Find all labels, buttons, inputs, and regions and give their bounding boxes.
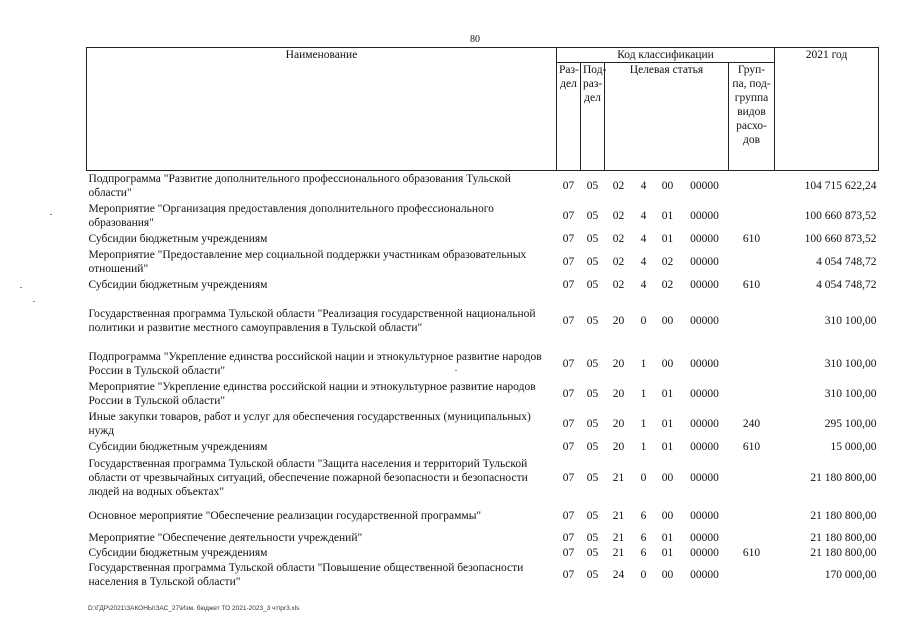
table-row xyxy=(87,455,879,501)
row-amount: 104 715 622,24 xyxy=(804,179,877,192)
row-code-rz: 07 xyxy=(562,232,575,245)
row-code-cs2: 4 xyxy=(640,179,647,192)
row-code-cs2: 4 xyxy=(640,209,647,222)
row-code-cs3: 01 xyxy=(661,209,674,222)
row-code-cs2: 1 xyxy=(640,440,647,453)
row-code-cs4: 00000 xyxy=(690,255,719,268)
row-code-cs2: 1 xyxy=(640,387,647,400)
row-code-cs4: 00000 xyxy=(690,387,719,400)
row-code-cs2: 4 xyxy=(640,255,647,268)
row-code-cs1: 21 xyxy=(612,471,625,484)
table-row xyxy=(87,531,879,545)
row-code-pr: 05 xyxy=(586,440,599,453)
row-code-vr xyxy=(729,299,775,343)
row-code-cs4: 00000 xyxy=(690,531,719,544)
row-code-vr xyxy=(729,501,775,531)
row-name: Иные закупки товаров, работ и услуг для обеспечения государственных (муниципальных) нужд xyxy=(88,410,531,437)
scan-speck xyxy=(455,370,457,371)
row-code-vr xyxy=(729,247,775,277)
row-name: Мероприятие "Предоставление мер социальной поддержки участникам образовательных отношений" xyxy=(88,248,527,275)
row-code-rz: 07 xyxy=(562,179,575,192)
row-code-cs2: 6 xyxy=(640,509,647,522)
row-code-cs3: 01 xyxy=(661,417,674,430)
scan-speck xyxy=(33,301,35,302)
scan-speck xyxy=(50,214,52,215)
row-amount: 100 660 873,52 xyxy=(804,232,877,245)
row-code-cs1: 21 xyxy=(612,509,625,522)
row-code-vr xyxy=(729,349,775,379)
row-amount: 4 054 748,72 xyxy=(816,278,877,291)
row-code-cs1: 02 xyxy=(612,209,625,222)
row-name: Подпрограмма "Укрепление единства российской нации и этнокультурное развитие народов России в Тульской области" xyxy=(88,350,542,377)
row-code-cs4: 00000 xyxy=(690,314,719,327)
row-amount: 21 180 800,00 xyxy=(810,509,877,522)
row-code-cs4: 00000 xyxy=(690,440,719,453)
row-code-cs4: 00000 xyxy=(690,471,719,484)
row-code-cs2: 0 xyxy=(640,568,647,581)
row-code-rz: 07 xyxy=(562,255,575,268)
row-code-vr xyxy=(729,171,775,201)
table-row xyxy=(87,439,879,455)
row-code-cs1: 20 xyxy=(612,314,625,327)
row-code-pr: 05 xyxy=(586,314,599,327)
row-code-rz: 07 xyxy=(562,278,575,291)
row-code-pr: 05 xyxy=(586,417,599,430)
scan-speck xyxy=(20,287,22,288)
table-row xyxy=(87,201,879,231)
row-amount: 310 100,00 xyxy=(824,387,877,400)
row-code-rz: 07 xyxy=(562,440,575,453)
row-code-cs4: 00000 xyxy=(690,417,719,430)
row-name: Субсидии бюджетным учреждениям xyxy=(88,278,268,291)
row-code-vr xyxy=(729,531,775,545)
header-target-article: Целевая статья xyxy=(605,63,729,171)
row-code-cs1: 21 xyxy=(612,546,625,559)
row-code-rz: 07 xyxy=(562,471,575,484)
row-name: Подпрограмма "Развитие дополнительного профессионального образования Тульской области" xyxy=(88,172,511,199)
row-amount: 21 180 800,00 xyxy=(810,471,877,484)
row-name: Государственная программа Тульской области "Реализация государственной национальной политики и развитие местного самоуправления в Тульской области" xyxy=(88,307,536,334)
row-code-pr: 05 xyxy=(586,357,599,370)
header-code-group: Код классификации xyxy=(557,48,775,63)
row-name: Субсидии бюджетным учреждениям xyxy=(88,232,268,245)
table-row xyxy=(87,501,879,531)
row-code-vr: 610 xyxy=(742,232,761,245)
row-code-cs4: 00000 xyxy=(690,278,719,291)
row-code-rz: 07 xyxy=(562,509,575,522)
row-code-rz: 07 xyxy=(562,568,575,581)
table-row xyxy=(87,171,879,201)
row-code-rz: 07 xyxy=(562,387,575,400)
row-code-cs3: 00 xyxy=(661,568,674,581)
row-amount: 310 100,00 xyxy=(824,357,877,370)
row-name: Государственная программа Тульской области "Защита населения и территорий Тульской области от чрезвычайных ситуаций, обеспечение пожарной безопасности и безопасности людей на водных объектах" xyxy=(88,457,528,498)
row-code-cs4: 00000 xyxy=(690,232,719,245)
row-code-cs2: 1 xyxy=(640,417,647,430)
row-name: Государственная программа Тульской области "Повышение общественной безопасности населения в Тульской области" xyxy=(88,561,524,588)
header-subsection: Под- раз- дел xyxy=(581,63,605,171)
row-code-rz: 07 xyxy=(562,417,575,430)
row-code-pr: 05 xyxy=(586,209,599,222)
table-row xyxy=(87,379,879,409)
row-name: Мероприятие "Организация предоставления дополнительного профессионального образования" xyxy=(88,202,494,229)
header-row-top xyxy=(87,48,879,63)
row-code-vr xyxy=(729,561,775,589)
row-code-vr: 240 xyxy=(742,417,761,430)
table-row xyxy=(87,247,879,277)
table-row xyxy=(87,409,879,439)
row-code-cs1: 24 xyxy=(612,568,625,581)
row-code-vr: 610 xyxy=(742,440,761,453)
row-code-cs4: 00000 xyxy=(690,209,719,222)
row-code-cs3: 02 xyxy=(661,278,674,291)
row-code-cs1: 20 xyxy=(612,417,625,430)
row-code-vr xyxy=(729,379,775,409)
row-name: Субсидии бюджетным учреждениям xyxy=(88,440,268,453)
row-code-cs1: 20 xyxy=(612,440,625,453)
row-code-cs4: 00000 xyxy=(690,546,719,559)
row-code-cs1: 02 xyxy=(612,179,625,192)
row-code-pr: 05 xyxy=(586,278,599,291)
row-code-cs2: 4 xyxy=(640,232,647,245)
row-code-cs3: 00 xyxy=(661,357,674,370)
row-code-cs3: 01 xyxy=(661,232,674,245)
row-code-rz: 07 xyxy=(562,357,575,370)
file-path-footer: D:\ГДР\2021\ЗАКОНЫ\ЗАС_27\Изм. бюджет ТО 2021-2023_3 чт\pr3.xls xyxy=(88,605,300,612)
header-name: Наименование xyxy=(87,48,557,171)
row-code-cs2: 6 xyxy=(640,531,647,544)
row-amount: 21 180 800,00 xyxy=(810,546,877,559)
row-code-cs3: 00 xyxy=(661,314,674,327)
row-name: Мероприятие "Укрепление единства российской нации и этнокультурное развитие народов России в Тульской области" xyxy=(88,380,536,407)
row-code-cs3: 01 xyxy=(661,387,674,400)
row-code-cs3: 01 xyxy=(661,440,674,453)
row-code-rz: 07 xyxy=(562,531,575,544)
row-code-pr: 05 xyxy=(586,179,599,192)
row-code-cs3: 01 xyxy=(661,546,674,559)
row-code-cs2: 4 xyxy=(640,278,647,291)
row-code-cs3: 01 xyxy=(661,531,674,544)
row-code-cs2: 1 xyxy=(640,357,647,370)
row-code-cs1: 02 xyxy=(612,255,625,268)
row-code-cs4: 00000 xyxy=(690,357,719,370)
row-code-pr: 05 xyxy=(586,546,599,559)
row-code-pr: 05 xyxy=(586,471,599,484)
header-section: Раз- дел xyxy=(557,63,581,171)
page-number: 80 xyxy=(470,34,480,45)
row-name: Мероприятие "Обеспечение деятельности учреждений" xyxy=(88,531,363,544)
header-expense-group: Груп- па, под- группа видов расхо- дов xyxy=(729,63,775,171)
row-code-cs4: 00000 xyxy=(690,568,719,581)
row-amount: 310 100,00 xyxy=(824,314,877,327)
row-code-cs2: 6 xyxy=(640,546,647,559)
row-amount: 295 100,00 xyxy=(824,417,877,430)
row-code-rz: 07 xyxy=(562,314,575,327)
row-amount: 21 180 800,00 xyxy=(810,531,877,544)
row-code-cs4: 00000 xyxy=(690,179,719,192)
row-code-cs4: 00000 xyxy=(690,509,719,522)
row-code-cs1: 21 xyxy=(612,531,625,544)
row-amount: 15 000,00 xyxy=(830,440,877,453)
budget-table xyxy=(86,47,879,589)
row-code-pr: 05 xyxy=(586,568,599,581)
row-code-cs2: 0 xyxy=(640,471,647,484)
table-row xyxy=(87,545,879,561)
row-name: Основное мероприятие "Обеспечение реализации государственной программы" xyxy=(88,509,482,522)
table-row xyxy=(87,231,879,247)
row-code-rz: 07 xyxy=(562,209,575,222)
row-code-cs3: 00 xyxy=(661,179,674,192)
row-code-vr xyxy=(729,201,775,231)
row-amount: 170 000,00 xyxy=(824,568,877,581)
table-row xyxy=(87,349,879,379)
table-row xyxy=(87,299,879,343)
row-code-cs2: 0 xyxy=(640,314,647,327)
row-amount: 100 660 873,52 xyxy=(804,209,877,222)
row-code-cs3: 00 xyxy=(661,471,674,484)
row-code-rz: 07 xyxy=(562,546,575,559)
row-code-pr: 05 xyxy=(586,531,599,544)
row-name: Субсидии бюджетным учреждениям xyxy=(88,546,268,559)
row-code-vr: 610 xyxy=(742,278,761,291)
row-amount: 4 054 748,72 xyxy=(816,255,877,268)
row-code-cs3: 00 xyxy=(661,509,674,522)
row-code-cs1: 02 xyxy=(612,278,625,291)
row-code-vr xyxy=(729,455,775,501)
header-year: 2021 год xyxy=(775,48,879,171)
row-code-cs1: 20 xyxy=(612,387,625,400)
row-code-pr: 05 xyxy=(586,232,599,245)
row-code-pr: 05 xyxy=(586,509,599,522)
row-code-cs3: 02 xyxy=(661,255,674,268)
row-code-pr: 05 xyxy=(586,387,599,400)
row-code-vr: 610 xyxy=(742,546,761,559)
table-row xyxy=(87,277,879,293)
row-code-cs1: 02 xyxy=(612,232,625,245)
row-code-pr: 05 xyxy=(586,255,599,268)
table-row xyxy=(87,561,879,589)
row-code-cs1: 20 xyxy=(612,357,625,370)
